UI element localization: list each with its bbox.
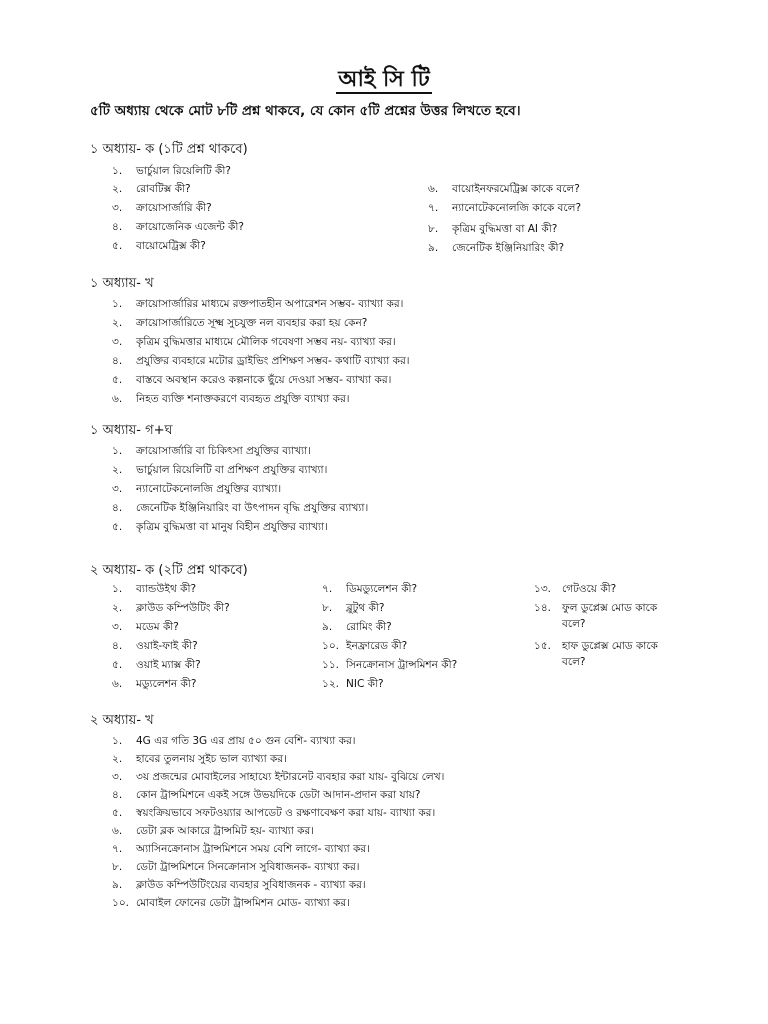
- item-text: ব্যান্ডউইথ কী?: [136, 583, 197, 595]
- list-item: [112, 481, 281, 497]
- item-text: ওয়াই-ফাই কী?: [136, 640, 198, 652]
- item-text: গেটওয়ে কী?: [562, 583, 617, 595]
- list-item: [112, 733, 356, 749]
- item-number: ৬.: [112, 825, 123, 837]
- list-item: [428, 181, 580, 197]
- item-text: সিনক্রোনাস ট্রান্সমিশন কী?: [346, 659, 458, 671]
- list-item: [112, 519, 328, 535]
- instruction-note: ৫টি অধ্যায় থেকে মোট ৮টি প্রশ্ন থাকবে, যে কোন ৫টি প্রশ্নের উত্তর লিখতে হবে।: [90, 103, 521, 119]
- list-item: [322, 638, 407, 654]
- item-text: কোন ট্রান্সমিশনে একই সঙ্গে উভয়দিকে ডেটা আদান-প্রদান করা যায়?: [136, 789, 421, 801]
- list-item: [322, 600, 384, 616]
- list-item: [534, 600, 682, 632]
- item-text: ৩য় প্রজন্মের মোবাইলের সাহায্যে ইন্টারনেট ব্যবহার করা যায়- বুঝিয়ে লেখ।: [136, 771, 445, 783]
- item-number: ১.: [112, 298, 123, 310]
- item-number: ৪.: [112, 221, 123, 233]
- item-text: রোবটিক্স কী?: [136, 183, 191, 195]
- item-text: ডেটা ট্রান্সমিশনে সিনক্রোনাস সুবিধাজনক- ব্যাখ্যা কর।: [136, 861, 360, 873]
- list-item: [322, 619, 392, 635]
- item-number: ৮.: [322, 602, 333, 614]
- item-number: ২.: [112, 317, 123, 329]
- list-item: [112, 353, 410, 369]
- item-text: মডেম কী?: [136, 621, 179, 633]
- list-item: [112, 769, 444, 785]
- item-text: ডিমড্যুলেশন কী?: [346, 583, 418, 595]
- item-number: ৬.: [112, 393, 123, 405]
- item-number: ৫.: [112, 659, 123, 671]
- section-heading: ১ অধ্যায়- গ+ঘ: [90, 423, 173, 438]
- item-number: ৯.: [428, 242, 439, 254]
- item-number: ৪.: [112, 502, 123, 514]
- item-text: NIC কী?: [346, 678, 384, 690]
- item-number: ৩.: [112, 483, 123, 495]
- item-number: ১০.: [112, 897, 129, 909]
- list-item: [112, 200, 212, 216]
- question-list: [90, 441, 750, 541]
- item-number: ৩.: [112, 621, 123, 633]
- item-text: ন্যানোটেকনোলজি কাকে বলে?: [452, 202, 582, 214]
- item-number: ১২.: [322, 678, 339, 690]
- section-heading: ২ অধ্যায়- ক (২টি প্রশ্ন থাকবে): [90, 563, 248, 578]
- item-text: ফুল ডুপ্লেক্স মোড কাকে বলে?: [562, 602, 658, 630]
- item-number: ২.: [112, 602, 123, 614]
- list-item: [112, 391, 350, 407]
- item-number: ২.: [112, 183, 123, 195]
- list-item: [112, 657, 201, 673]
- section-heading: ২ অধ্যায়- খ: [90, 713, 154, 728]
- list-item: [112, 676, 196, 692]
- item-number: ৩.: [112, 771, 123, 783]
- item-number: ৪.: [112, 355, 123, 367]
- item-text: জেনেটিক ইঞ্জিনিয়ারিং কী?: [452, 242, 565, 254]
- list-item: [112, 619, 179, 635]
- item-number: ১.: [112, 583, 123, 595]
- item-text: জেনেটিক ইঞ্জিনিয়ারিং বা উৎপাদন বৃদ্ধি প্রযুক্তির ব্যাখ্যা।: [136, 502, 369, 514]
- list-item: [428, 240, 564, 256]
- list-item: [112, 805, 435, 821]
- section-1-ga-gha: [90, 421, 750, 541]
- list-item: [534, 581, 616, 597]
- item-text: ব্লুটুথ কী?: [346, 602, 385, 614]
- item-number: ১৪.: [534, 602, 551, 614]
- item-number: ৬.: [428, 183, 439, 195]
- item-text: ভার্চুয়াল রিয়েলিটি কী?: [136, 165, 231, 177]
- list-item: [112, 163, 231, 179]
- item-number: ৯.: [112, 879, 123, 891]
- item-text: ক্রায়োসার্জারির মাধ্যমে রক্তপাতহীন অপারেশন সম্ভব- ব্যাখ্যা কর।: [136, 298, 404, 310]
- item-text: বায়োইনফরমেট্রিক্স কাকে বলে?: [452, 183, 580, 195]
- item-number: ৫.: [112, 374, 123, 386]
- section-1-kha: [90, 274, 750, 414]
- section-2-ka: [90, 561, 750, 691]
- item-number: ৫.: [112, 240, 123, 252]
- page-title: আই সি টি: [338, 67, 430, 92]
- item-text: হাফ ডুপ্লেক্স মোড কাকে বলে?: [562, 640, 658, 668]
- list-item: [322, 581, 417, 597]
- item-text: স্বয়ংক্রিয়ভাবে সফটওয়্যার আপডেট ও রক্ষণাবেক্ষণ করা যায়- ব্যাখ্যা কর।: [136, 807, 436, 819]
- list-item: [112, 238, 206, 254]
- list-item: [322, 657, 457, 673]
- item-text: বাস্তবে অবস্থান করেও কল্পনাকে ছুঁয়ে দেওয়া সম্ভব- ব্যাখ্যা কর।: [136, 374, 392, 386]
- section-1-ka: [90, 140, 750, 270]
- item-number: ৭.: [428, 202, 439, 214]
- item-number: ১৩.: [534, 583, 551, 595]
- list-item: [112, 787, 420, 803]
- item-number: ৫.: [112, 521, 123, 533]
- item-text: কৃত্রিম বুদ্ধিমত্তার মাধ্যমে মৌলিক গবেষণা সম্ভব নয়- ব্যাখ্যা কর।: [136, 336, 396, 348]
- item-text: ক্রায়োসার্জারি কী?: [136, 202, 212, 214]
- item-text: ক্রায়োজেনিক এজেন্ট কী?: [136, 221, 244, 233]
- item-text: কৃত্রিম বুদ্ধিমত্তা বা AI কী?: [452, 223, 558, 235]
- list-item: [112, 315, 367, 331]
- list-item: [112, 219, 244, 235]
- item-number: ১৫.: [534, 640, 551, 652]
- item-text: কৃত্রিম বুদ্ধিমত্তা বা মানুষ বিহীন প্রযুক্তির ব্যাখ্যা।: [136, 521, 328, 533]
- item-text: প্রযুক্তির ব্যবহারে মটোর ড্রাইভিং প্রশিক্ষণ সম্ভব- কথাটি ব্যাখ্যা কর।: [136, 355, 410, 367]
- question-list: [90, 160, 750, 270]
- item-number: ১.: [112, 735, 123, 747]
- question-list: [90, 731, 750, 931]
- item-text: রোমিং কী?: [346, 621, 392, 633]
- list-item: [112, 638, 198, 654]
- list-item: [112, 895, 350, 911]
- list-item: [112, 334, 396, 350]
- item-number: ৬.: [112, 678, 123, 690]
- item-text: ক্লাউড কম্পিউটিংয়ের ব্যবহার সুবিধাজনক - ব্যাখ্যা কর।: [136, 879, 366, 891]
- item-number: ৭.: [322, 583, 333, 595]
- list-item: [112, 181, 191, 197]
- list-item: [112, 500, 368, 516]
- item-number: ২.: [112, 753, 123, 765]
- section-2-kha: [90, 711, 750, 931]
- item-text: হাবের তুলনায় সুইচ ভাল ব্যাখ্যা কর।: [136, 753, 287, 765]
- item-text: বায়োমেট্রিক্স কী?: [136, 240, 206, 252]
- item-number: ৩.: [112, 202, 123, 214]
- list-item: [428, 221, 557, 237]
- list-item: [112, 581, 196, 597]
- item-text: ক্রায়োসার্জারি বা চিকিৎসা প্রযুক্তির ব্যাখ্যা।: [136, 445, 311, 457]
- list-item: [112, 877, 366, 893]
- list-item: [112, 859, 360, 875]
- list-item: [534, 638, 682, 670]
- list-item: [322, 676, 384, 692]
- list-item: [112, 823, 314, 839]
- item-number: ৮.: [428, 223, 439, 235]
- item-number: ৩.: [112, 336, 123, 348]
- item-text: ইনফ্রারেড কী?: [346, 640, 408, 652]
- item-text: 4G এর গতি 3G এর প্রায় ৫০ গুন বেশি- ব্যাখ্যা কর।: [136, 735, 356, 747]
- item-text: নিহত ব্যক্তি শনাক্তকরণে ব্যবহৃত প্রযুক্তি ব্যাখ্যা কর।: [136, 393, 350, 405]
- item-number: ৪.: [112, 789, 123, 801]
- item-text: ক্লাউড কম্পিউটিং কী?: [136, 602, 230, 614]
- item-number: ৮.: [112, 861, 123, 873]
- question-list: [90, 294, 750, 414]
- item-number: ১১.: [322, 659, 339, 671]
- item-number: ৪.: [112, 640, 123, 652]
- item-number: ১০.: [322, 640, 339, 652]
- item-text: ভার্চুয়াল রিয়েলিটি বা প্রশিক্ষণ প্রযুক্তির ব্যাখ্যা।: [136, 464, 328, 476]
- item-text: ন্যানোটেকনোলজি প্রযুক্তির ব্যাখ্যা।: [136, 483, 282, 495]
- item-text: ওয়াই ম্যাক্স কী?: [136, 659, 201, 671]
- list-item: [428, 200, 581, 216]
- item-number: ৯.: [322, 621, 333, 633]
- item-number: ২.: [112, 464, 123, 476]
- item-number: ৫.: [112, 807, 123, 819]
- section-heading: ১ অধ্যায়- খ: [90, 276, 154, 291]
- item-text: মড্যুলেশন কী?: [136, 678, 197, 690]
- list-item: [112, 600, 230, 616]
- list-item: [112, 296, 403, 312]
- item-number: ৭.: [112, 843, 123, 855]
- item-text: অ্যাসিনক্রোনাস ট্রান্সমিশনে সময় বেশি লাগে- ব্যাখ্যা কর।: [136, 843, 370, 855]
- list-item: [112, 841, 370, 857]
- section-heading: ১ অধ্যায়- ক (১টি প্রশ্ন থাকবে): [90, 142, 248, 157]
- item-text: ডেটা ব্লক আকারে ট্রান্সমিট হয়- ব্যাখ্যা কর।: [136, 825, 315, 837]
- list-item: [112, 462, 327, 478]
- item-text: মোবাইল ফোনের ডেটা ট্রান্সমিশন মোড- ব্যাখ্যা কর।: [136, 897, 350, 909]
- question-list: [90, 581, 750, 691]
- item-number: ১.: [112, 165, 123, 177]
- list-item: [112, 443, 311, 459]
- item-text: ক্রায়োসার্জারিতে সূক্ষ্ম সুচযুক্ত নল ব্যবহার করা হয় কেন?: [136, 317, 368, 329]
- list-item: [112, 751, 287, 767]
- list-item: [112, 372, 391, 388]
- item-number: ১.: [112, 445, 123, 457]
